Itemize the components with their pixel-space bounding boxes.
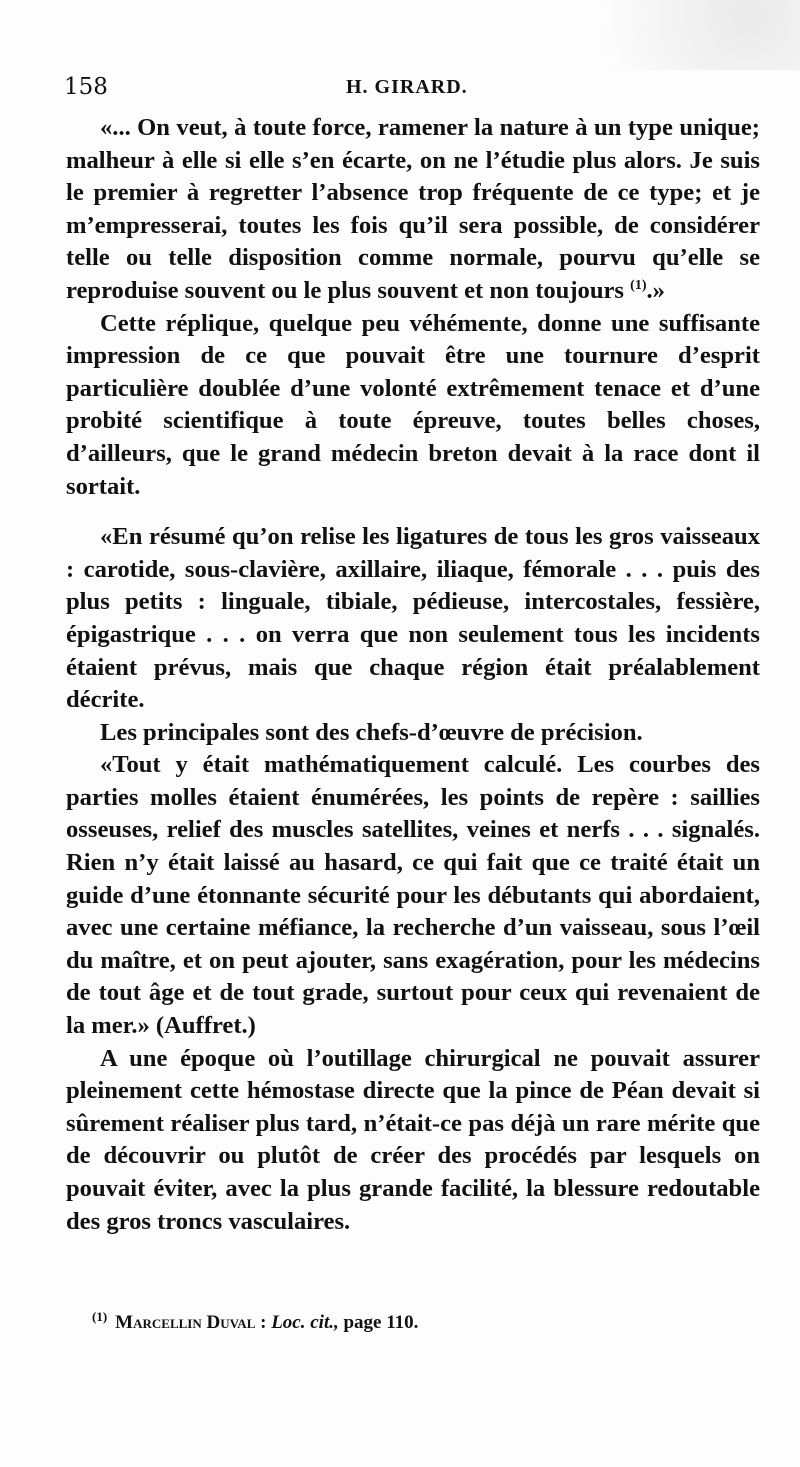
footnote-number: (1) <box>92 1308 108 1324</box>
paragraph-quote-duval <box>66 112 760 308</box>
running-head <box>64 74 736 106</box>
paragraph-epoque: A une époque où l’outillage chirurgical ne pouvait assurer pleinement cette hémostase directe que la pince de Péan devait si sûrement réaliser plus tard, n’était-ce pas déjà un rare mérite que de découvrir ou plutôt de créer des procédés par lesquels on pouvait éviter, avec la plus grande facilité, la blessure redoutable des gros troncs vasculaires. <box>66 1044 760 1235</box>
footnote <box>92 1308 419 1334</box>
footnote-reference: (1) <box>630 277 647 293</box>
paper-speckle <box>540 0 800 70</box>
paragraph-principales: Les principales sont des chefs-d’œuvre de précision. <box>100 718 643 746</box>
paragraph-text: «... On veut, à toute force, ramener la nature à un type unique; malheur à elle si elle s’en écarte, on ne l’étudie plus alors. Je suis le premier à regretter l’absence trop fréquente de ce type; et je m’empresserai, toutes les fois qu’il sera possible, de considérer telle ou telle disposition comme normale, pourvu qu’elle se reproduise souvent ou le plus souvent et non toujours <box>66 114 760 304</box>
paragraph-resume: «En résumé qu’on relise les ligatures de tous les gros vaisseaux : carotide, sous-clavière, axillaire, iliaque, fémorale . . . puis des plus petits : linguale, tibiale, pédieuse, intercostales, fessière, épigastrique . . . on verra que non seulement tous les incidents étaient prévus, mais que chaque région était préalablement décrite. <box>66 523 760 714</box>
body-text <box>66 112 760 1238</box>
footnote-citation: Loc. cit., <box>271 1312 339 1333</box>
page-number: 158 <box>64 74 108 100</box>
paragraph-replique: Cette réplique, quelque peu véhémente, donne une suffisante impression de ce que pouvait être une tournure d’esprit particulière doublée d’une volonté extrêmement tenace et d’une probité scientifique à toute épreuve, toutes belles choses, d’ailleurs, que le grand médecin breton devait à la race dont il sortait. <box>66 309 760 500</box>
footnote-separator: : <box>255 1312 272 1333</box>
footnote-page: page 110. <box>338 1312 419 1333</box>
footnote-author: Marcellin Duval <box>115 1312 256 1333</box>
paragraph-tout-calcule: «Tout y était mathématiquement calculé. Les courbes des parties molles étaient énumérées, les points de repère : saillies osseuses, relief des muscles satellites, veines et nerfs . . . signalés. Rien n’y était laissé au hasard, ce qui fait que ce traité était un guide d’une étonnante sécurité pour les débutants qui abordaient, avec une certaine méfiance, la recherche d’un vaisseau, sous l’œil du maître, et on peut ajouter, sans exagération, pour les médecins de tout âge et de tout grade, surtout pour ceux qui revenaient de la mer.» (Auffret.) <box>66 751 760 1040</box>
running-title: H. GIRARD. <box>346 76 468 98</box>
quote-close: .» <box>646 276 665 304</box>
